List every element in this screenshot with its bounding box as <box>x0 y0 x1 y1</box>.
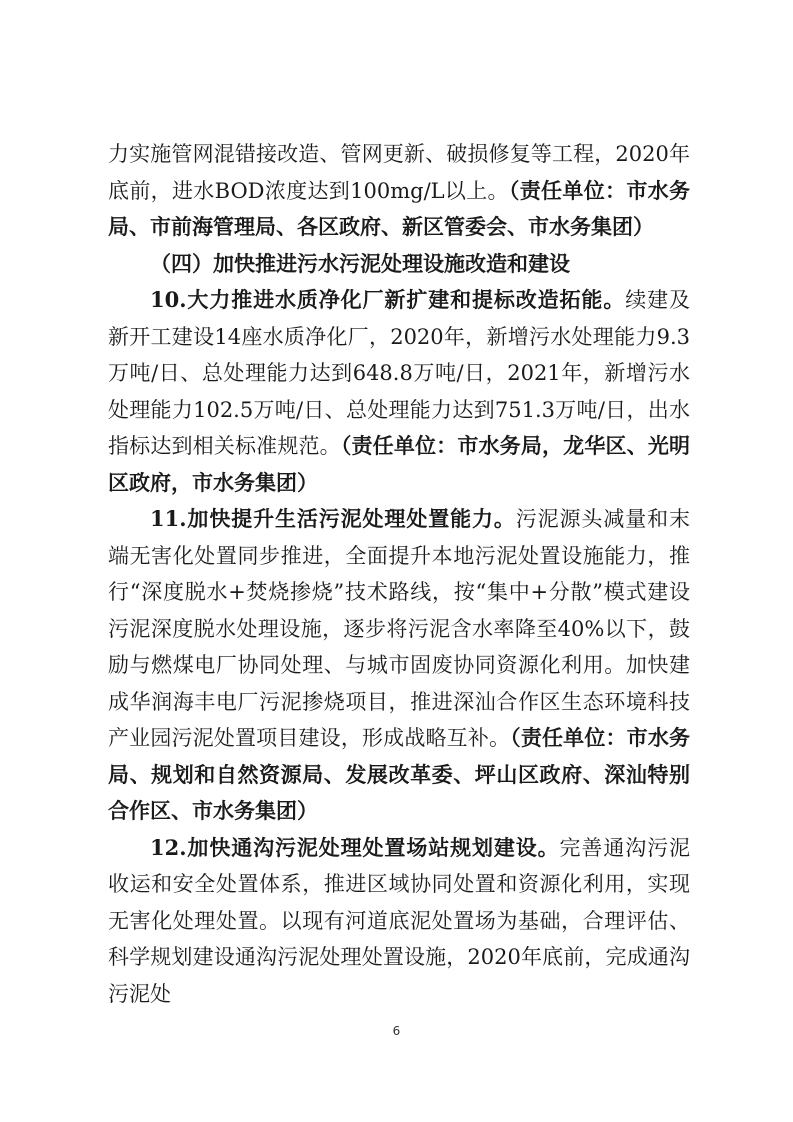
page-number: 6 <box>392 1024 401 1038</box>
continuation-paragraph <box>108 136 690 246</box>
body-text <box>108 136 690 1012</box>
item-title: 11.加快提升生活污泥处理处置能力。 <box>150 506 516 531</box>
item-title: 12.加快通沟污泥处理处置场站规划建设。 <box>150 834 560 860</box>
item-title: 10.大力推进水质净化厂新扩建和提标改造拓能。 <box>150 287 626 312</box>
item-10 <box>108 282 690 501</box>
item-11 <box>108 501 690 830</box>
item-body: 完善通沟污泥收运和安全处置体系，推进区域协同处置和资源化利用，实现无害化处理处置。以现有河道底泥处置场为基础，合理评估、科学规划建设通沟污泥处理处置设施，2020年底前，完成通沟污泥处 <box>108 835 690 1006</box>
responsibility-note: （责任单位：市水务局，龙华区、光明区政府，市水务集团） <box>108 433 691 495</box>
section-heading: （四）加快推进污水污泥处理设施改造和建设 <box>150 250 570 276</box>
responsibility-note: （责任单位：市水务局、市前海管理局、各区政府、新区管委会、市水务集团） <box>108 177 690 239</box>
item-body: 污泥源头减量和末端无害化处置同步推进，全面提升本地污泥处置设施能力，推行“深度脱水+焚烧掺烧”技术路线，按“集中+分散”模式建设污泥深度脱水处理设施，逐步将污泥含水率降至40%以下，鼓励与燃煤电厂协同处理、与城市固废协同资源化利用。加快建成华润海丰电厂污泥掺烧项目，推进深汕合作区生态环境科技产业园污泥处置项目建设，形成战略互补。 <box>108 507 690 750</box>
item-body: 续建及新开工建设14座水质净化厂，2020年，新增污水处理能力9.3万吨/日、总处理能力达到648.8万吨/日，2021年，新增污水处理能力102.5万吨/日、总处理能力达到751.3万吨/日，出水指标达到相关标准规范。 <box>108 288 690 458</box>
item-12 <box>108 830 690 1013</box>
paragraph-text: 力实施管网混错接改造、管网更新、破损修复等工程，2020年底前，进水BOD浓度达到100mg/L以上。 <box>108 142 690 203</box>
responsibility-note: （责任单位：市水务局、规划和自然资源局、发展改革委、坪山区政府、深汕特别合作区、市水务集团） <box>108 725 691 823</box>
